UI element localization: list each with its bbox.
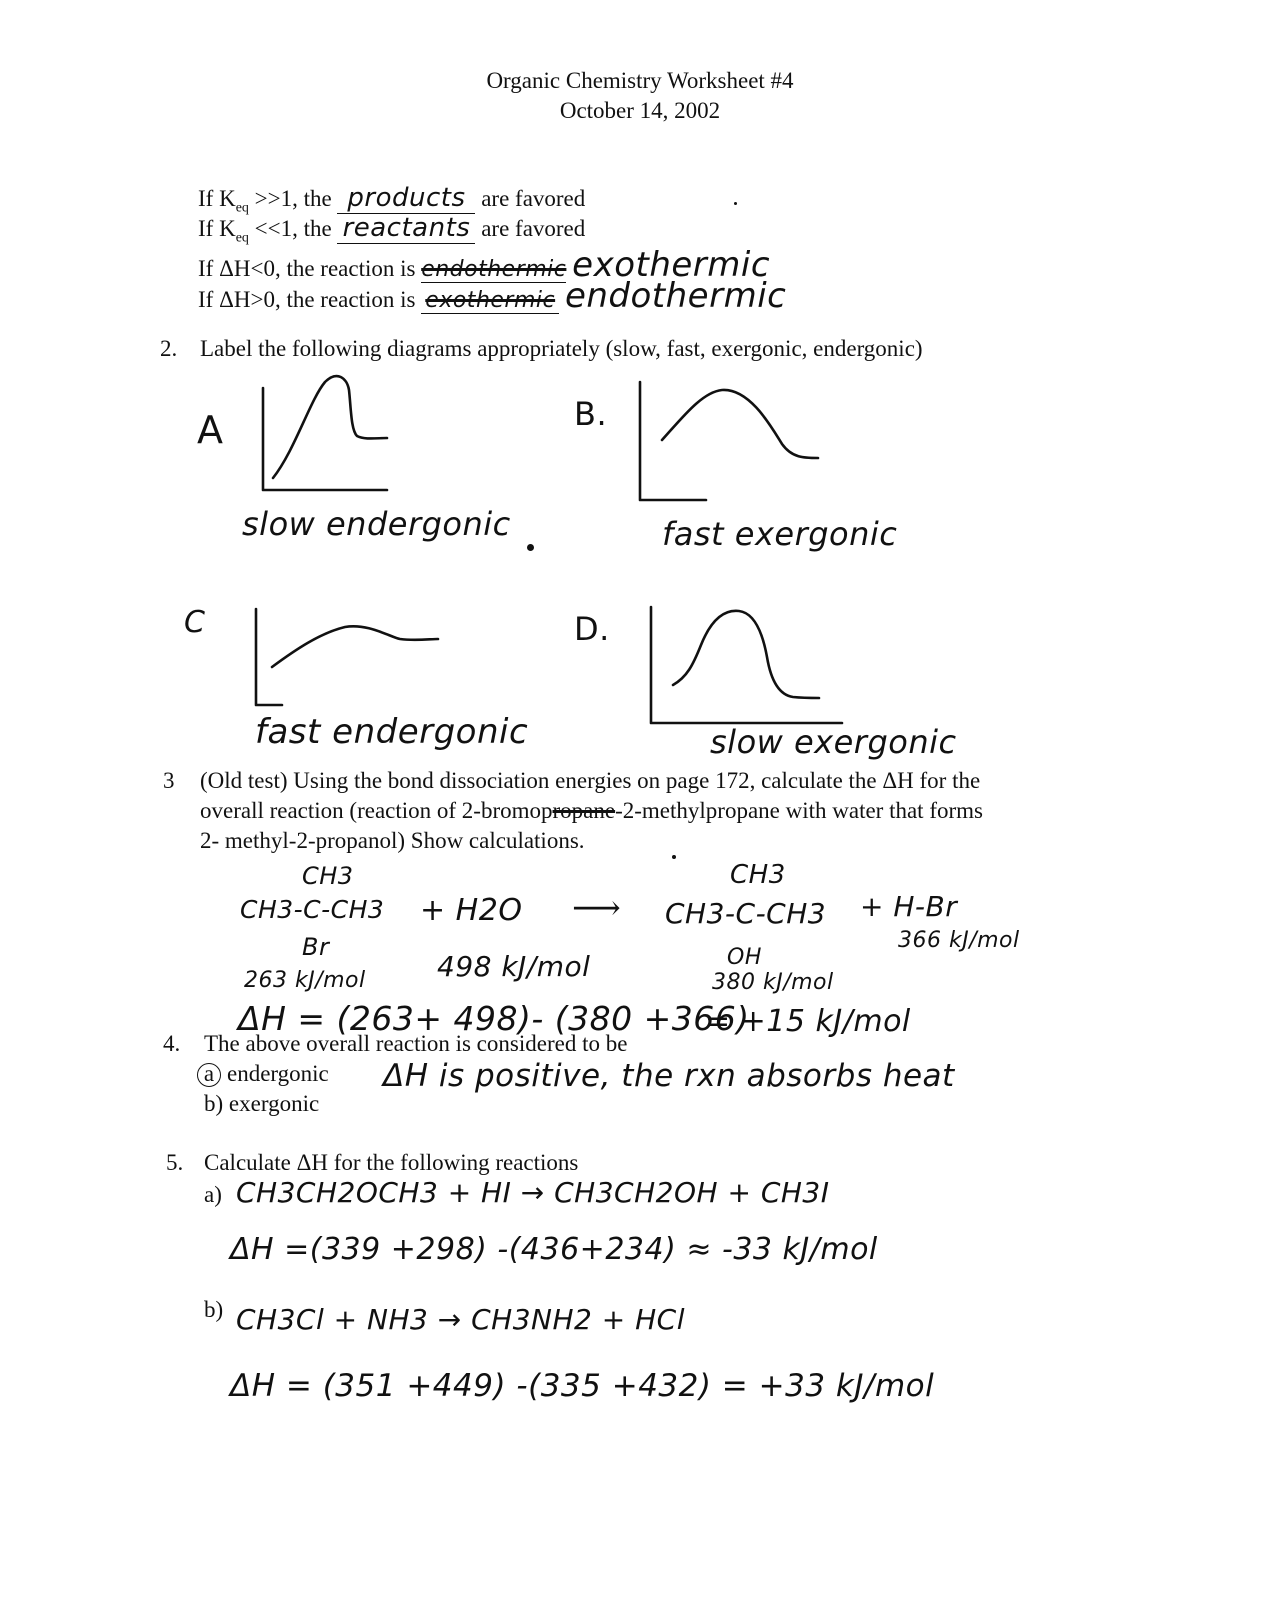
diagram-b-label: fast exergonic xyxy=(662,515,898,553)
q4-option-a: a endergonic xyxy=(197,1061,329,1087)
worksheet-title: Organic Chemistry Worksheet #4 xyxy=(486,68,794,93)
q4-option-a-selected-circle: a xyxy=(197,1063,221,1087)
reaction-arrow: ⟶ xyxy=(572,890,621,927)
q1-answer-2: reactants xyxy=(337,213,475,244)
q5b-calculation: ΔH = (351 +449) -(335 +432) = +33 kJ/mol xyxy=(230,1368,935,1404)
energy-reactant: 263 kJ/mol xyxy=(244,968,366,993)
q1-answer-1: products xyxy=(337,183,475,214)
q3-calculation: ΔH = (263+ 498)- (380 +366) xyxy=(238,999,750,1038)
diagram-c-label: fast endergonic xyxy=(255,712,529,752)
product-main: CH3-C-CH3 xyxy=(665,897,827,930)
q5a-calculation: ΔH =(339 +298) -(436+234) ≈ -33 kJ/mol xyxy=(230,1232,878,1267)
diagram-a-letter: A xyxy=(197,408,224,452)
stray-dot xyxy=(734,202,737,205)
q1-answer-4: endothermic xyxy=(564,276,787,316)
q3-line-1: (Old test) Using the bond dissociation energies on page 172, calculate the ΔH for the xyxy=(200,768,981,793)
hbr: + H-Br xyxy=(860,890,958,923)
diagram-c-energy-curve xyxy=(250,605,445,710)
q1-line-1: If $K_{eq} >>1$, the products are favored xyxy=(198,183,586,216)
q1-line-4: If ΔH>0, the reaction is exothermic endothermic xyxy=(198,276,787,316)
q4-explanation: ΔH is positive, the rxn absorbs heat xyxy=(383,1058,955,1094)
diagram-d-letter: D. xyxy=(574,610,610,648)
reactant-top-group: CH3 xyxy=(302,862,354,890)
reactant-main: CH3-C-CH3 xyxy=(240,895,385,924)
diagram-a-label: slow endergonic xyxy=(242,505,511,543)
diagram-c-curve xyxy=(272,626,438,667)
reactant-bottom-group: Br xyxy=(302,933,330,961)
q5a-label: a) xyxy=(204,1182,222,1207)
q3-result: = +15 kJ/mol xyxy=(705,1004,911,1039)
q2-number: 2. xyxy=(160,336,178,361)
q3-line-2: overall reaction (reaction of 2-bromopropane-2-methylpropane with water that forms xyxy=(200,798,983,823)
q3-number: 3 xyxy=(163,768,175,793)
diagram-c-axes xyxy=(256,609,282,705)
q1-struck-3: endothermic xyxy=(421,257,567,282)
energy-hbr: 366 kJ/mol xyxy=(898,928,1020,953)
q5b-label: b) xyxy=(204,1297,224,1322)
q1-line-2: If $K_{eq} <<1$, the reactants are favored xyxy=(198,213,586,246)
q5-number: 5. xyxy=(166,1150,184,1175)
q4-option-b: b) exergonic xyxy=(204,1091,320,1116)
q5a-reaction: CH3CH2OCH3 + HI → CH3CH2OH + CH3I xyxy=(236,1176,830,1209)
diagram-d-label: slow exergonic xyxy=(710,723,957,761)
energy-product: 380 kJ/mol xyxy=(712,970,834,995)
q5b-reaction: CH3Cl + NH3 → CH3NH2 + HCl xyxy=(236,1303,685,1336)
diagram-a-energy-curve xyxy=(255,370,395,495)
q1-line-3: If ΔH<0, the reaction is endothermic exothermic xyxy=(198,245,771,285)
diagram-b-energy-curve xyxy=(632,378,822,506)
stray-dot-2 xyxy=(672,855,676,859)
diagram-a-curve xyxy=(273,376,387,478)
energy-water: 498 kJ/mol xyxy=(437,950,591,983)
diagram-b-curve xyxy=(662,390,818,458)
diagram-d-energy-curve xyxy=(647,605,847,730)
q4-number: 4. xyxy=(163,1031,181,1056)
q5-prompt: Calculate ΔH for the following reactions xyxy=(204,1150,579,1175)
diagram-d-axes xyxy=(651,607,842,723)
water: + H2O xyxy=(420,893,523,928)
center-dot xyxy=(527,544,534,551)
diagram-d-curve xyxy=(673,611,819,698)
diagram-c-letter: C xyxy=(184,605,206,640)
diagram-b-letter: B. xyxy=(574,395,608,433)
q1-answer-3: exothermic xyxy=(572,245,771,285)
product-bottom-group: OH xyxy=(727,945,762,970)
q1-struck-4: exothermic xyxy=(421,288,559,314)
q4-prompt: The above overall reaction is considered to be xyxy=(204,1031,628,1056)
diagram-b-axes xyxy=(640,382,706,500)
worksheet-date: October 14, 2002 xyxy=(559,98,721,123)
q2-prompt: Label the following diagrams appropriately (slow, fast, exergonic, endergonic) xyxy=(200,336,923,361)
product-top-group: CH3 xyxy=(730,860,786,890)
q3-line-3: 2- methyl-2-propanol) Show calculations. xyxy=(200,828,585,853)
